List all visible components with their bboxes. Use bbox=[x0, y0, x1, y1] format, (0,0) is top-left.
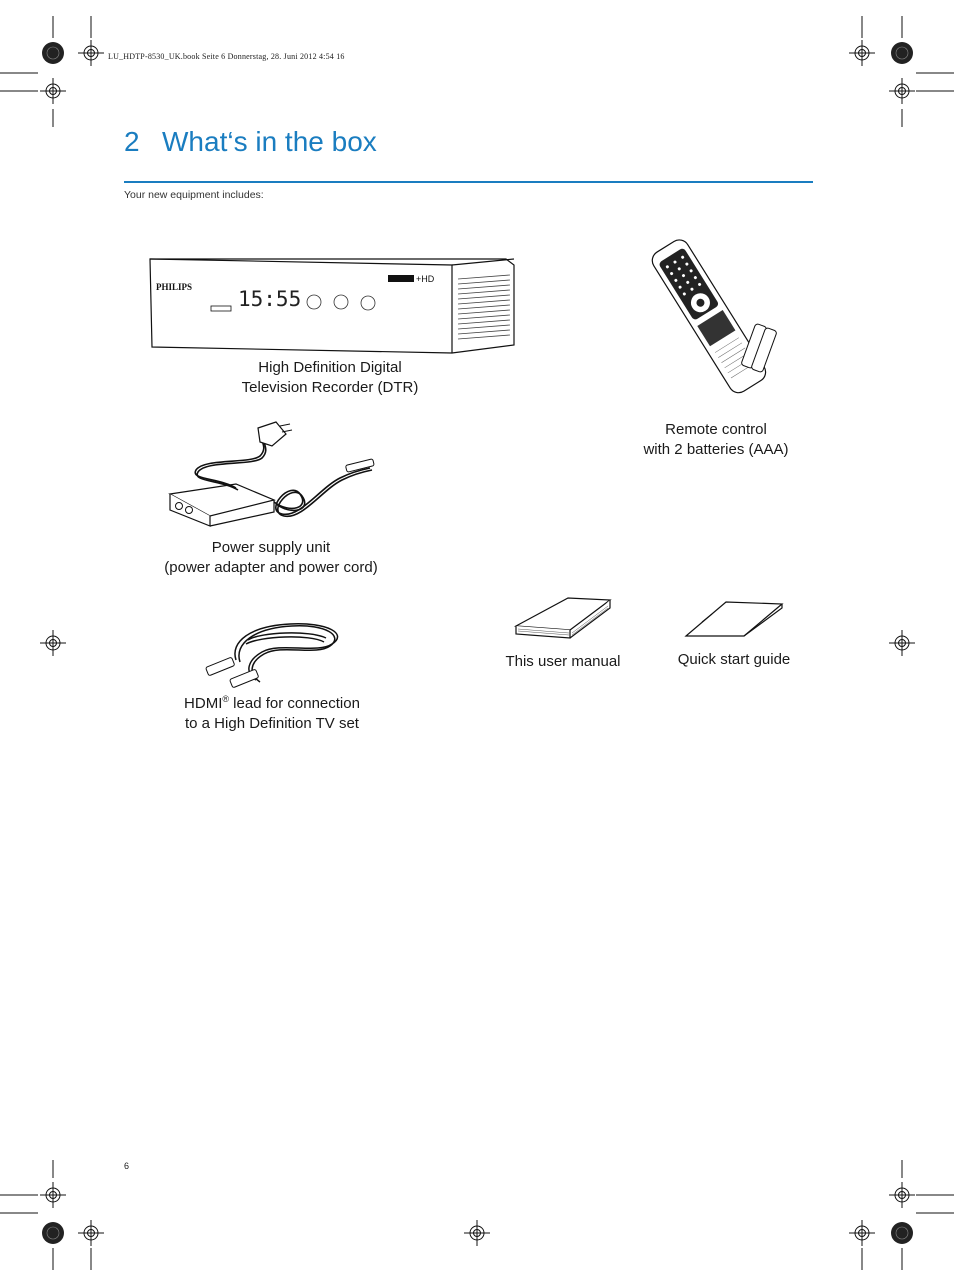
dtr-hd-badge: +HD bbox=[416, 274, 435, 284]
remote-caption: Remote control with 2 batteries (AAA) bbox=[643, 421, 789, 458]
chapter-title: What‘s in the box bbox=[162, 126, 377, 157]
dtr-caption: High Definition Digital Television Recorder (DTR) bbox=[241, 359, 419, 396]
dtr-brand: PHILIPS bbox=[156, 282, 193, 292]
power-supply-illustration bbox=[160, 418, 386, 530]
remote-illustration bbox=[640, 238, 790, 398]
hdmi-caption: HDMI® lead for connection to a High Definition TV set bbox=[184, 694, 360, 732]
intro-text: Your new equipment includes: bbox=[124, 189, 264, 201]
dtr-illustration bbox=[146, 255, 518, 359]
page-title bbox=[124, 126, 377, 158]
page-number: 6 bbox=[124, 1161, 130, 1171]
hdmi-cable-illustration bbox=[200, 612, 344, 692]
title-rule bbox=[124, 181, 813, 183]
dtr-display: 15:55 bbox=[238, 287, 302, 311]
chapter-number: 2 bbox=[124, 126, 140, 157]
quick-start-illustration bbox=[682, 598, 786, 642]
quick-start-caption: Quick start guide bbox=[677, 651, 791, 668]
user-manual-illustration bbox=[512, 594, 614, 642]
user-manual-caption: This user manual bbox=[505, 653, 621, 670]
file-header: LU_HDTP-8530_UK.book Seite 6 Donnerstag, 28. Juni 2012 4:54 16 bbox=[108, 52, 345, 61]
power-caption: Power supply unit (power adapter and power cord) bbox=[164, 539, 378, 576]
